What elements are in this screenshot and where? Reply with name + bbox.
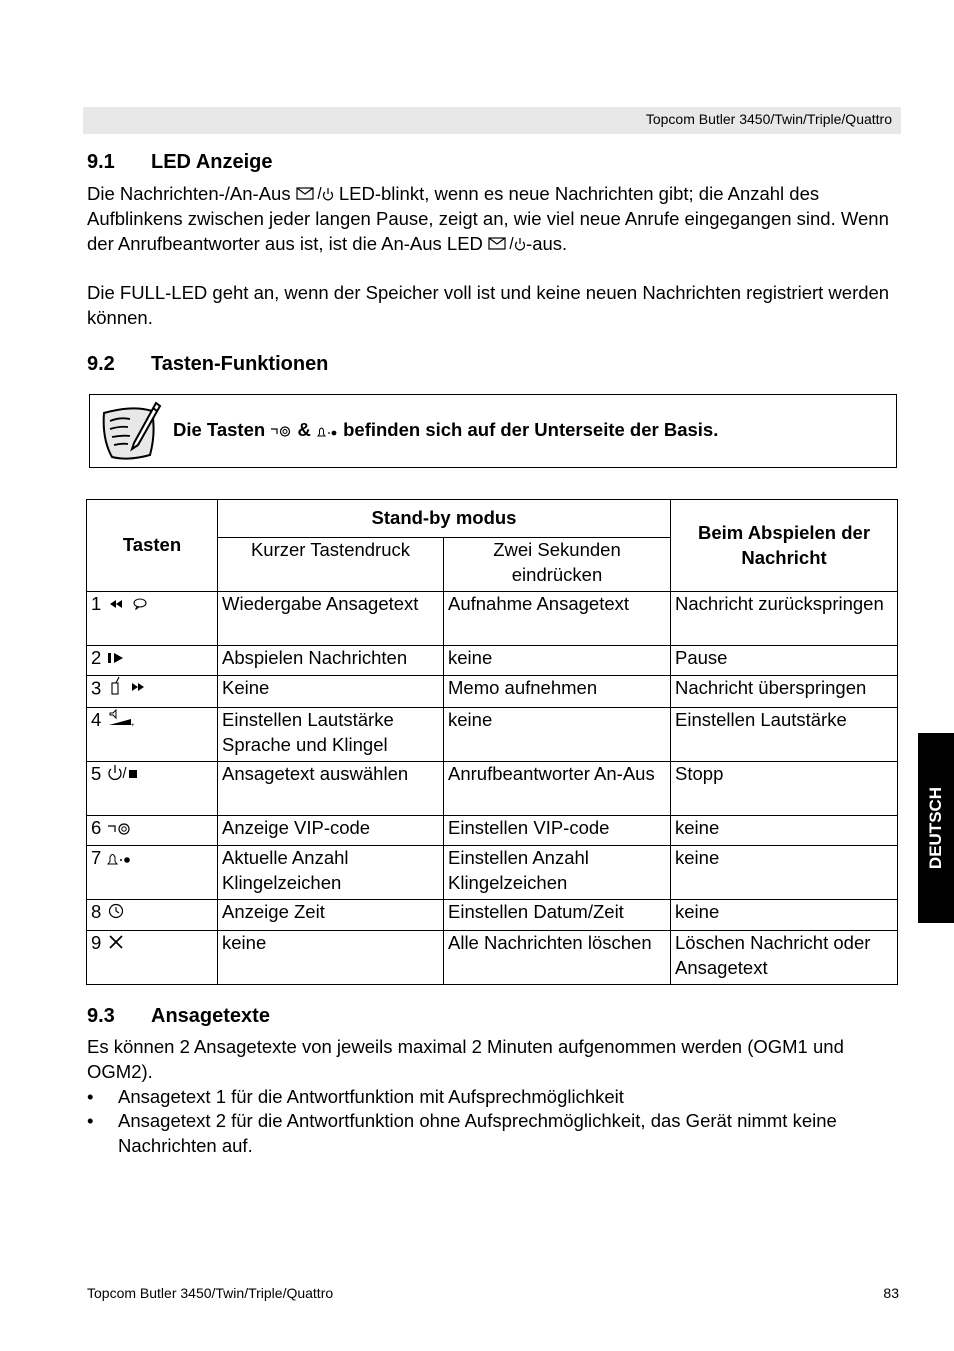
- key-number: 2: [91, 647, 102, 668]
- ring-count-icon: [316, 420, 338, 442]
- list-item-text: Ansagetext 1 für die Antwortfunktion mit Aufsprechmöglichkeit: [118, 1086, 624, 1107]
- key-cell: [87, 708, 218, 762]
- note-pencil-icon: [98, 399, 162, 468]
- key-cell: [87, 762, 218, 816]
- key-number: 9: [91, 932, 102, 953]
- page-header: [83, 107, 901, 134]
- section-heading-9-3: [87, 1005, 270, 1028]
- col-header-short-press: Kurzer Tastendruck: [218, 538, 444, 592]
- section-number: 9.2: [87, 353, 115, 375]
- key-cell: [87, 900, 218, 931]
- short-press-cell: keine: [218, 931, 444, 985]
- short-press-cell: Aktuelle Anzahl Klingelzeichen: [218, 846, 444, 900]
- text-run: &: [292, 419, 316, 440]
- long-press-cell: Einstellen VIP-code: [444, 816, 671, 846]
- key-cell: [87, 846, 218, 900]
- note-box: [89, 394, 897, 468]
- clock-icon: [106, 901, 126, 926]
- playback-cell: Einstellen Lautstärke: [671, 708, 898, 762]
- long-press-cell: Aufnahme Ansagetext: [444, 592, 671, 646]
- table-row: [87, 592, 898, 646]
- col-header-long-press: Zwei Sekunden eindrücken: [444, 538, 671, 592]
- playback-cell: keine: [671, 846, 898, 900]
- memo-forward-icon: [106, 676, 150, 703]
- table-row: [87, 846, 898, 900]
- col-header-playback: Beim Abspielen der Nachricht: [671, 500, 898, 592]
- footer-title: Topcom Butler 3450/Twin/Triple/Quattro: [87, 1285, 334, 1301]
- long-press-cell: Memo aufnehmen: [444, 676, 671, 708]
- list-item-text: Ansagetext 2 für die Antwortfunktion ohne Aufsprechmöglichkeit, das Gerät nimmt keine Nachrichten auf.: [118, 1110, 837, 1156]
- header-title: Topcom Butler 3450/Twin/Triple/Quattro: [645, 111, 892, 127]
- key-number: 6: [91, 817, 102, 838]
- table-row: [87, 931, 898, 985]
- vip-code-icon: [106, 817, 132, 842]
- playback-cell: keine: [671, 900, 898, 931]
- playback-cell: Pause: [671, 646, 898, 676]
- section-title: Ansagetexte: [151, 1005, 270, 1027]
- table-row: [87, 646, 898, 676]
- table-row: [87, 708, 898, 762]
- section-heading-9-2: [87, 353, 328, 376]
- long-press-cell: Alle Nachrichten löschen: [444, 931, 671, 985]
- page-number: 83: [883, 1285, 899, 1301]
- short-press-cell: Abspielen Nachrichten: [218, 646, 444, 676]
- key-number: 1: [91, 593, 102, 614]
- language-tab: [918, 733, 954, 923]
- col-header-keys: Tasten: [87, 500, 218, 592]
- note-text: [173, 419, 718, 442]
- table-row: [87, 816, 898, 846]
- key-cell: [87, 931, 218, 985]
- long-press-cell: Anrufbeantworter An-Aus: [444, 762, 671, 816]
- paragraph-ogm: Es können 2 Ansagetexte von jeweils maximal 2 Minuten aufgenommen werden (OGM1 und OGM2).: [87, 1036, 844, 1082]
- table-row: [87, 676, 898, 708]
- short-press-cell: Wiedergabe Ansagetext: [218, 592, 444, 646]
- long-press-cell: keine: [444, 708, 671, 762]
- long-press-cell: Einstellen Datum/Zeit: [444, 900, 671, 931]
- text-run: Die Nachrichten-/An-Aus: [87, 183, 296, 204]
- text-run: befinden sich auf der Unterseite der Basis.: [337, 419, 719, 440]
- short-press-cell: Einstellen Lautstärke Sprache und Klingel: [218, 708, 444, 762]
- key-cell: [87, 592, 218, 646]
- volume-icon: [106, 709, 136, 734]
- short-press-cell: Anzeige VIP-code: [218, 816, 444, 846]
- key-function-table: [86, 499, 898, 985]
- key-number: 7: [91, 847, 102, 868]
- text-run: -aus.: [526, 233, 568, 255]
- ring-count-icon: [106, 847, 134, 872]
- section-number: 9.3: [87, 1005, 115, 1027]
- power-stop-icon: [106, 763, 140, 788]
- play-icon: [106, 647, 128, 672]
- section-number: 9.1: [87, 151, 115, 173]
- language-tab-label: DEUTSCH: [926, 786, 945, 870]
- table-row: [87, 762, 898, 816]
- long-press-cell: keine: [444, 646, 671, 676]
- key-number: 4: [91, 709, 102, 730]
- key-cell: [87, 646, 218, 676]
- short-press-cell: Ansagetext auswählen: [218, 762, 444, 816]
- short-press-cell: Anzeige Zeit: [218, 900, 444, 931]
- playback-cell: Nachricht zurückspringen: [671, 592, 898, 646]
- paragraph-led-1: [87, 182, 899, 258]
- svg-text:+: +: [131, 722, 135, 727]
- paragraph-led-2: Die FULL-LED geht an, wenn der Speicher voll ist und keine neuen Nachrichten registriert werden können.: [87, 282, 890, 328]
- long-press-cell: Einstellen Anzahl Klingelzeichen: [444, 846, 671, 900]
- short-press-cell: Keine: [218, 676, 444, 708]
- section-title: Tasten-Funktionen: [151, 353, 329, 375]
- col-header-standby: Stand-by modus: [218, 500, 671, 538]
- playback-cell: keine: [671, 816, 898, 846]
- bullet: •: [87, 1110, 94, 1131]
- message-power-icon: [488, 233, 526, 258]
- message-power-icon: [296, 183, 334, 208]
- playback-cell: Stopp: [671, 762, 898, 816]
- delete-icon: [106, 932, 126, 957]
- text-run: LED-blinkt, wenn es neue Nachrichten gibt; die Anzahl des Aufblinkens zwischen jeder langen Pause, zeigt an, wie viel neue Anrufe eingegangen sind. Wenn der Anrufbeantworter aus ist, ist die An-Aus LED: [87, 183, 889, 255]
- vip-code-icon: [270, 420, 292, 442]
- section-title: LED Anzeige: [151, 151, 273, 173]
- key-number: 3: [91, 677, 102, 699]
- key-cell: [87, 816, 218, 846]
- section-heading-9-1: [87, 151, 273, 174]
- key-cell: [87, 676, 218, 708]
- bullet: •: [87, 1086, 94, 1107]
- key-number: 5: [91, 763, 102, 784]
- table-row: [87, 900, 898, 931]
- text-run: Die Tasten: [173, 419, 271, 440]
- playback-cell: Löschen Nachricht oder Ansagetext: [671, 931, 898, 985]
- rewind-ogm-icon: [106, 593, 148, 618]
- playback-cell: Nachricht überspringen: [671, 676, 898, 708]
- key-number: 8: [91, 901, 102, 922]
